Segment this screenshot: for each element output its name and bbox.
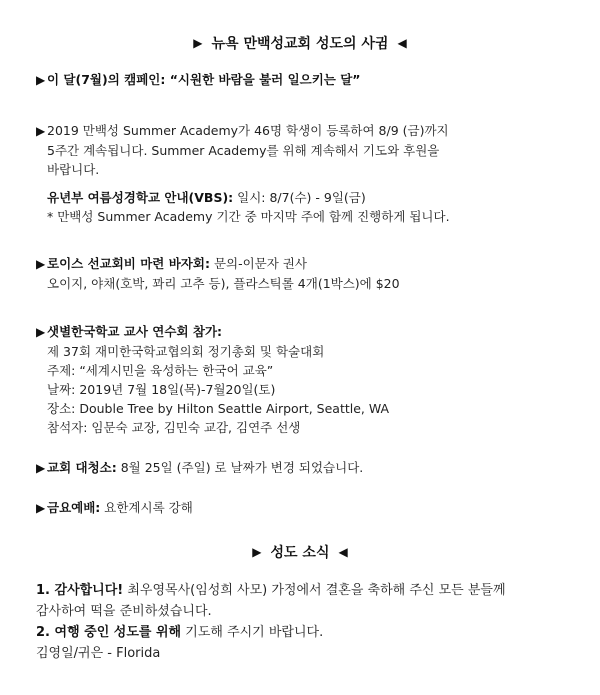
bullet-icon: ▶ — [36, 257, 46, 271]
bullet-icon: ▶ — [36, 325, 46, 339]
saetbyeol-label: 샛별한국학교 교사 연수회 참가: — [47, 324, 223, 339]
saetbyeol-item — [36, 322, 576, 437]
bazaar-item — [36, 254, 576, 293]
vbs-note: * 만백성 Summer Academy 기간 중 마지막 주에 함께 진행하게 됩니다. — [47, 209, 450, 224]
friday-value: 요한계시록 강해 — [100, 500, 193, 515]
news-item-1-line-2: 감사하여 떡을 준비하셨습니다. — [36, 604, 212, 619]
news-item-2-text: 기도해 주시기 바랍니다. — [181, 625, 324, 640]
saetbyeol-line-3: 날짜: 2019년 7월 18일(목)-7월20일(토) — [47, 382, 276, 397]
cleaning-label: 교회 대청소: — [47, 460, 117, 475]
section-title: 성도 소식 — [270, 545, 330, 561]
saetbyeol-line-2: 주제: “세계시민을 육성하는 한국어 교육” — [47, 363, 274, 378]
news-item-2-label: 2. 여행 중인 성도를 위해 — [36, 625, 182, 640]
member-news — [36, 580, 576, 664]
bazaar-value: 문의-이문자 권사 — [209, 256, 307, 271]
section-header-fellowship — [0, 33, 600, 53]
bullet-icon: ▶ — [36, 73, 46, 87]
news-item-2-line-2: 김영일/귀은 - Florida — [36, 646, 161, 661]
bazaar-line-2: 오이지, 야채(호박, 꽈리 고추 등), 플라스틱롤 4개(1박스)에 $20 — [47, 276, 400, 291]
section-title: 뉴욕 만백성교회 성도의 사귐 — [211, 36, 389, 52]
right-triangle-icon: ▶ — [252, 545, 262, 559]
left-triangle-icon: ◀ — [397, 36, 407, 50]
campaign-text: 이 달(7월)의 캠페인: “시원한 바람을 불러 일으키는 달” — [47, 72, 361, 87]
campaign-item — [36, 70, 576, 90]
cleaning-value: 8월 25일 (주일) 로 날짜가 변경 되었습니다. — [116, 460, 364, 475]
summer-line-1: 2019 만백성 Summer Academy가 46명 학생이 등록하여 8/9 (금)까지 — [47, 123, 449, 138]
news-item-1-label: 1. 감사합니다! — [36, 583, 124, 598]
left-triangle-icon: ◀ — [338, 545, 348, 559]
news-item-1-text: 최우영목사(임성희 사모) 가정에서 결혼을 축하해 주신 모든 분들께 — [123, 583, 506, 598]
bullet-icon: ▶ — [36, 461, 46, 475]
bullet-icon: ▶ — [36, 124, 46, 138]
summer-academy-item — [36, 121, 576, 179]
vbs-label: 유년부 여름성경학교 안내(VBS): — [47, 190, 234, 205]
saetbyeol-line-4: 장소: Double Tree by Hilton Seattle Airport, Seattle, WA — [47, 401, 390, 416]
saetbyeol-line-5: 참석자: 임문숙 교장, 김민숙 교감, 김연주 선생 — [47, 420, 301, 435]
bullet-icon: ▶ — [36, 501, 46, 515]
summer-line-3: 바랍니다. — [47, 162, 100, 177]
section-header-news — [0, 542, 600, 562]
right-triangle-icon: ▶ — [193, 36, 203, 50]
bazaar-label: 로이스 선교회비 마련 바자회: — [47, 256, 210, 271]
friday-worship-item — [36, 498, 576, 518]
vbs-value: 일시: 8/7(수) - 9일(금) — [233, 190, 366, 205]
vbs-item — [36, 188, 576, 226]
saetbyeol-line-1: 제 37회 재미한국학교협의회 정기총회 및 학술대회 — [47, 344, 325, 359]
cleaning-item — [36, 458, 576, 478]
summer-line-2: 5주간 계속됩니다. Summer Academy를 위해 계속해서 기도와 후원을 — [47, 143, 440, 158]
friday-label: 금요예배: — [47, 500, 101, 515]
